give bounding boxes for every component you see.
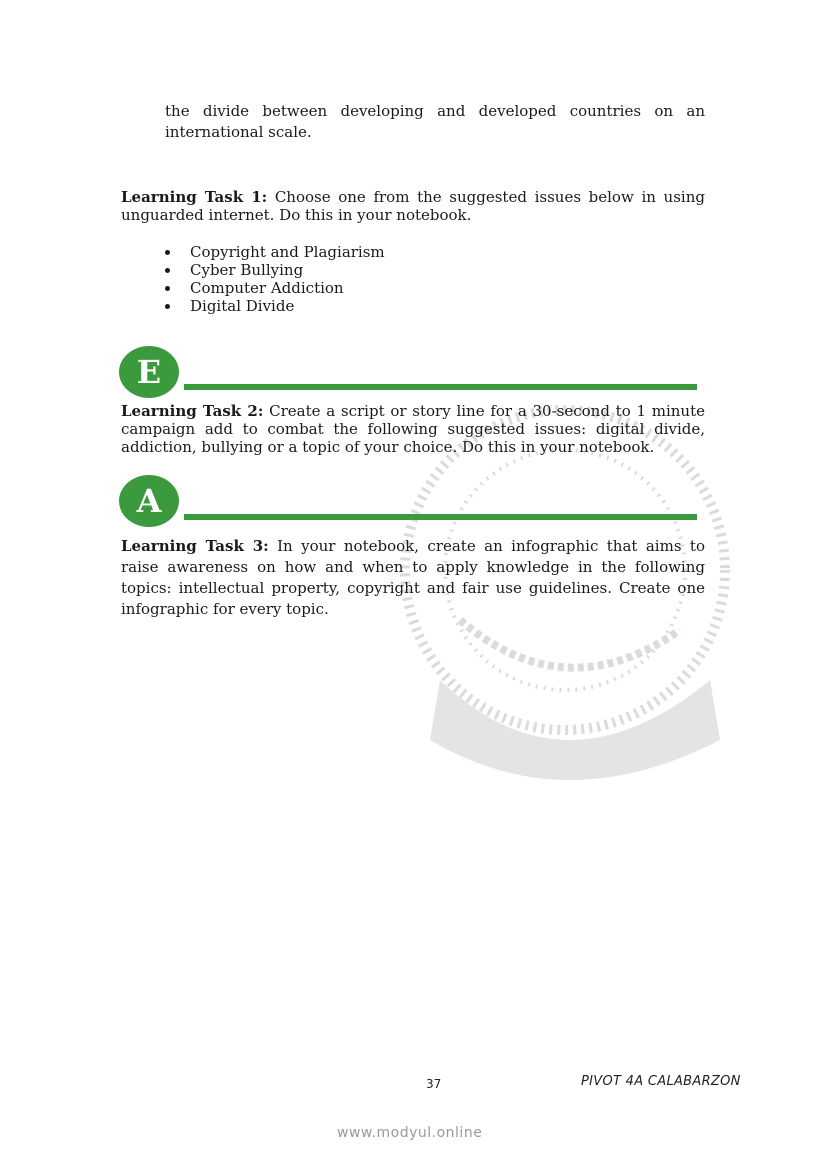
learning-task-3-label: Learning Task 3: [121,537,269,555]
list-item-text: Copyright and Plagiarism [190,243,385,261]
learning-task-3 [121,536,705,620]
list-item-text: Cyber Bullying [190,261,304,279]
learning-task-1 [121,188,705,224]
learning-task-3-text: In your notebook, create an infographic that aims to raise awareness on how and when to apply knowledge in the following topics: intellectual property, copyright and fair use guidelines. Create one infographic for every topic. [121,537,705,618]
learning-task-1-text: Choose one from the suggested issues below in using unguarded internet. Do this in your notebook. [121,188,705,224]
intro-paragraph [165,101,705,143]
bullet-icon [165,268,170,273]
list-item [165,297,385,315]
list-item-text: Digital Divide [190,297,295,315]
section-a-divider [184,514,697,520]
learning-task-2-label: Learning Task 2: [121,402,264,420]
website-watermark: www.modyul.online [337,1125,483,1141]
learning-task-1-label: Learning Task 1: [121,188,268,206]
section-e-divider [184,384,697,390]
intro-text: the divide between developing and developed countries on an international scale. [165,102,705,141]
list-item-text: Computer Addiction [190,279,344,297]
learning-task-2 [121,402,705,456]
list-item [165,261,385,279]
list-item [165,243,385,261]
section-e-badge: E [119,346,179,398]
bullet-icon [165,304,170,309]
learning-task-2-text: Create a script or story line for a 30-second to 1 minute campaign add to combat the following suggested issues: digital divide, addiction, bullying or a topic of your choice. Do this in your notebook. [121,402,705,456]
section-a-badge: A [119,475,179,527]
list-item [165,279,385,297]
module-name: PIVOT 4A CALABARZON [581,1074,741,1089]
bullet-icon [165,250,170,255]
issues-list [165,243,385,315]
page-number: 37 [426,1077,442,1091]
bullet-icon [165,286,170,291]
